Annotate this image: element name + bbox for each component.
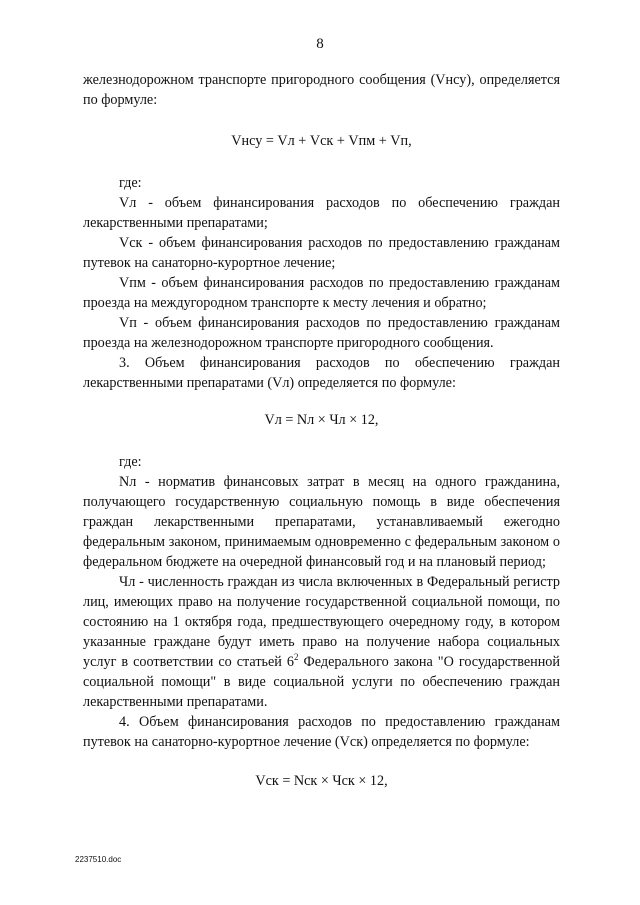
definition-vl: Vл - объем финансирования расходов по обеспечению граждан лекарственными препаратами; (83, 195, 560, 231)
formula-vl: Vл = Nл × Чл × 12, (264, 412, 379, 428)
where-label: где: (119, 454, 142, 470)
document-body (83, 70, 560, 791)
definition-vsk: Vск - объем финансирования расходов по предоставлению гражданам путевок на санаторно-курортное лечение; (83, 235, 560, 271)
file-name-footer: 2237510.doc (75, 855, 122, 864)
formula-vsk: Vск = Nск × Чск × 12, (255, 773, 388, 789)
definition-chl-text-end: Федерального закона "О государственной социальной помощи" в виде социальной услуги по обеспечению граждан лекарственными препаратами. (83, 654, 560, 710)
item-4-paragraph: 4. Объем финансирования расходов по предоставлению гражданам путевок на санаторно-курортное лечение (Vск) определяется по формуле: (83, 714, 560, 750)
definition-chl-text: Чл - численность граждан из числа включенных в Федеральный регистр лиц, имеющих право на получение государственной социальной помощи, по состоянию на 1 октября года, предшествующего очередному году, в котором указанные граждане будут иметь право на получение набора социальных услуг в соответствии со статьей 6 (83, 574, 560, 670)
item-3-paragraph: 3. Объем финансирования расходов по обеспечению граждан лекарственными препаратами (Vл) определяется по формуле: (83, 355, 560, 391)
article-superscript: 2 (294, 652, 299, 662)
intro-paragraph: железнодорожном транспорте пригородного сообщения (Vнсу), определяется по формуле: (83, 72, 560, 108)
definition-vp: Vп - объем финансирования расходов по предоставлению гражданам проезда на железнодорожном транспорте пригородного сообщения. (83, 315, 560, 351)
page-number: 8 (316, 36, 324, 52)
where-label: где: (119, 175, 142, 191)
definition-chl (83, 572, 560, 712)
definition-vpm: Vпм - объем финансирования расходов по предоставлению гражданам проезда на междугородном транспорте к месту лечения и обратно; (83, 275, 560, 311)
definition-nl: Nл - норматив финансовых затрат в месяц на одного гражданина, получающего государственную социальную помощь в виде обеспечения граждан лекарственными препаратами, устанавливаемый ежегодно федеральным законом, принимаемым одновременно с федеральным законом о федеральном бюджете на очередной финансовый год и на плановый период; (83, 474, 560, 570)
formula-total: Vнсу = Vл + Vск + Vпм + Vп, (231, 133, 412, 149)
